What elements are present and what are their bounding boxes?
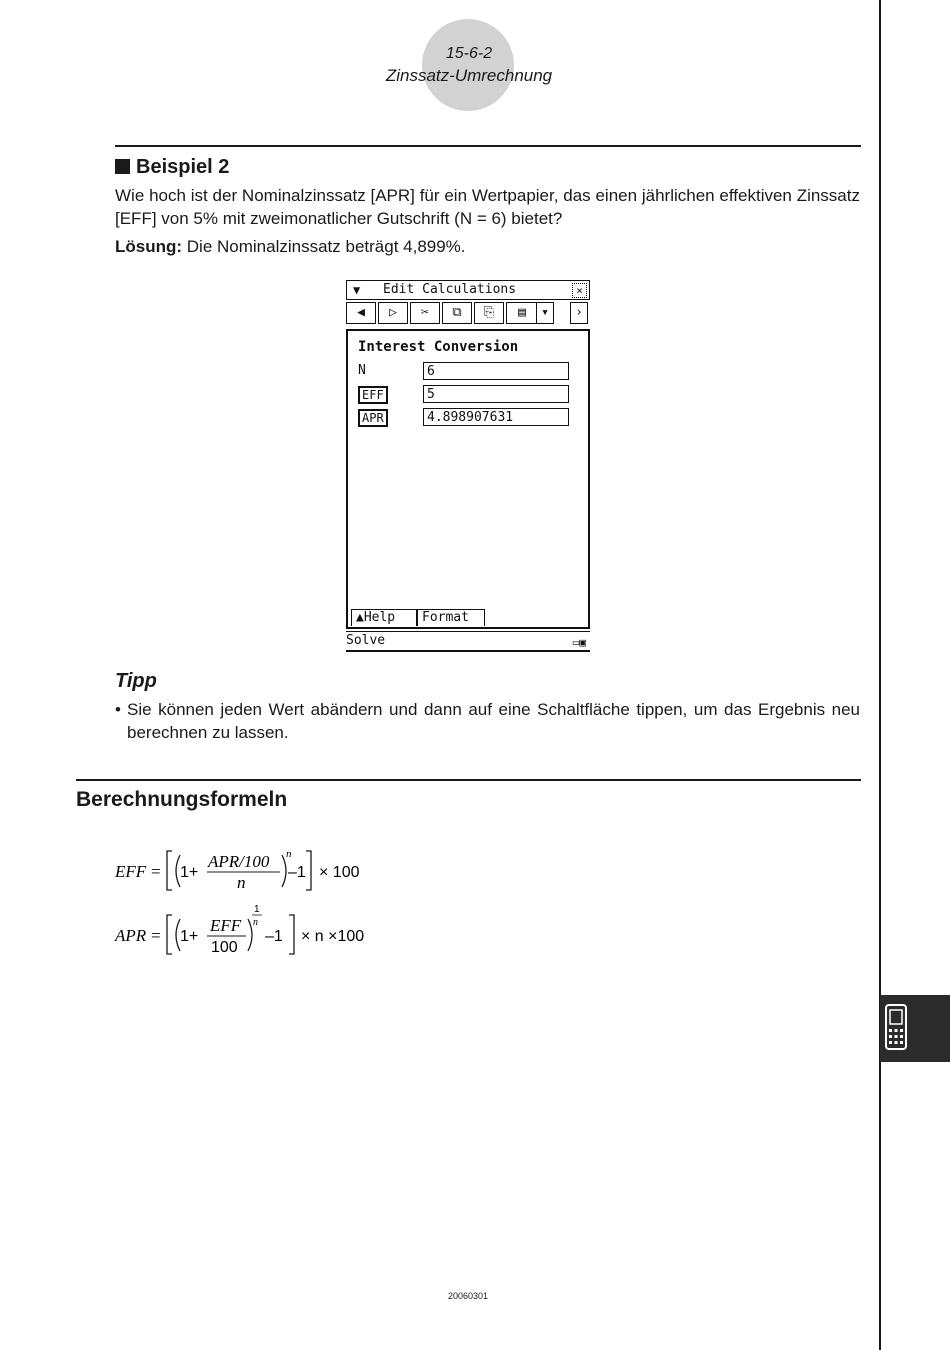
apr-formula bbox=[110, 900, 410, 962]
play-icon[interactable]: ▷ bbox=[378, 302, 408, 324]
square-bullet-icon bbox=[115, 159, 130, 174]
paste-icon[interactable]: ⎘ bbox=[474, 302, 504, 324]
toolbar bbox=[346, 302, 590, 324]
menu-title[interactable]: Edit Calculations bbox=[383, 282, 517, 297]
apr-denominator: 100 bbox=[211, 939, 238, 956]
eff-exponent: n bbox=[286, 848, 292, 860]
back-icon[interactable]: ◀ bbox=[346, 302, 376, 324]
svg-text:=: = bbox=[151, 926, 161, 945]
svg-text:–1: –1 bbox=[288, 864, 306, 881]
dropdown-icon[interactable]: ▾ bbox=[536, 302, 554, 324]
example-question: Wie hoch ist der Nominalzinssatz [APR] für ein Wertpapier, das einen jährlichen effektiven Zinssatz [EFF] von 5% mit zweimonatlicher Gutschrift (N = 6) bietet? bbox=[115, 186, 860, 228]
tab-format[interactable]: Format bbox=[417, 609, 485, 626]
n-field[interactable]: 6 bbox=[423, 362, 569, 380]
tab-help[interactable]: ▲Help bbox=[351, 609, 417, 626]
bullet-dot-icon: • bbox=[115, 700, 121, 719]
example-solution: Lösung: Die Nominalzinssatz beträgt 4,899%. bbox=[115, 237, 466, 256]
apr-exp-denominator: n bbox=[253, 917, 258, 928]
menu-arrow-icon[interactable]: ▼ bbox=[353, 283, 361, 297]
apr-exp-numerator: 1 bbox=[254, 904, 260, 915]
svg-text:–1: –1 bbox=[265, 928, 283, 945]
calculator-screenshot bbox=[346, 280, 590, 652]
tip-heading: Tipp bbox=[115, 670, 157, 692]
menu-bar bbox=[346, 280, 590, 300]
eff-lhs: EFF bbox=[115, 862, 147, 881]
eff-formula bbox=[110, 843, 410, 898]
svg-text:=: = bbox=[151, 862, 161, 881]
app-body bbox=[346, 329, 590, 629]
battery-icon: ▭▣ bbox=[572, 636, 586, 649]
scroll-right-icon[interactable]: › bbox=[570, 302, 588, 324]
page-number: 15-6-2 bbox=[445, 45, 493, 62]
svg-text:1+: 1+ bbox=[180, 928, 199, 945]
tip-bullet: • Sie können jeden Wert abändern und dann auf eine Schaltfläche tippen, um das Ergebnis neu berechnen zu lassen. bbox=[115, 700, 860, 742]
header-circle bbox=[422, 19, 514, 111]
eff-field[interactable]: 5 bbox=[423, 385, 569, 403]
eff-denominator: n bbox=[237, 873, 246, 892]
status-text: Solve bbox=[346, 633, 386, 648]
apr-button[interactable]: APR bbox=[358, 409, 388, 427]
formulas-heading: Berechnungsformeln bbox=[76, 788, 288, 811]
close-icon[interactable]: × bbox=[572, 283, 587, 298]
status-bar bbox=[346, 631, 590, 652]
margin-line bbox=[879, 0, 881, 1350]
apr-numerator: EFF bbox=[210, 916, 242, 935]
eff-tail: × 100 bbox=[319, 864, 360, 881]
apr-tail: × n ×100 bbox=[301, 928, 365, 945]
section-rule-2 bbox=[76, 779, 861, 781]
apr-field[interactable]: 4.898907631 bbox=[423, 408, 569, 426]
example-heading: Beispiel 2 bbox=[115, 156, 229, 179]
svg-text:1+: 1+ bbox=[180, 864, 199, 881]
calculator-icon bbox=[880, 995, 950, 1062]
chapter-thumb-tab bbox=[880, 995, 950, 1062]
apr-lhs: APR bbox=[115, 926, 147, 945]
eff-numerator: APR/100 bbox=[208, 852, 270, 871]
screen-title: Interest Conversion bbox=[358, 339, 519, 355]
eff-button[interactable]: EFF bbox=[358, 386, 388, 404]
footer-code: 20060301 bbox=[447, 1291, 489, 1301]
section-rule bbox=[115, 145, 861, 147]
cut-icon[interactable]: ✂ bbox=[410, 302, 440, 324]
table-icon[interactable]: ▤ bbox=[506, 302, 538, 324]
copy-icon[interactable]: ⧉ bbox=[442, 302, 472, 324]
chapter-title: Zinssatz-Umrechnung bbox=[385, 66, 553, 85]
n-label: N bbox=[358, 363, 366, 378]
